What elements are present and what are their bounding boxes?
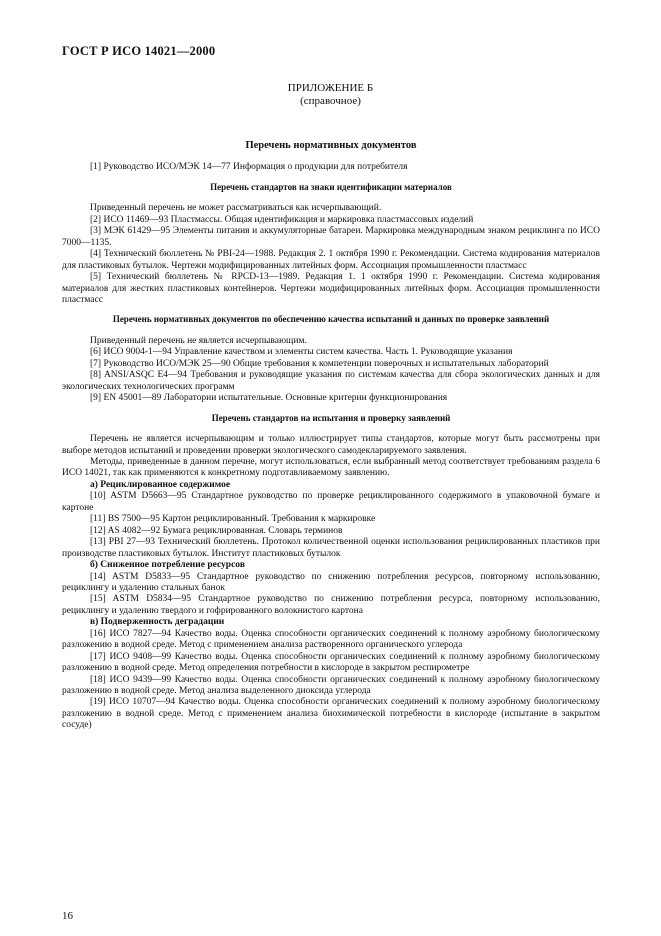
paragraph: Перечень не является исчерпывающим и только иллюстрирует типы стандартов, которые могут быть рассмотрены при выборе методов испытаний и проведении проверки экологического самодекларируемого заявления. bbox=[62, 434, 600, 456]
appendix-block bbox=[0, 82, 661, 108]
document-body bbox=[62, 140, 600, 732]
reference-item: [2] ИСО 11469—93 Пластмассы. Общая идентификация и маркировка пластмассовых изделий bbox=[90, 214, 474, 225]
subsection-heading-resources: б) Сниженное потребление ресурсов bbox=[90, 560, 245, 571]
reference-item: [18] ИСО 9439—99 Качество воды. Оценка способности органических соединений к полному аэробному биологическому разложению в водной среде. Метод анализа выделенного диоксида углерода bbox=[62, 674, 600, 697]
reference-item: [19] ИСО 10707—94 Качество воды. Оценка способности органических соединений к полному аэробному биологическому разложению в водной среде. Метод с применением анализа биохимической потребности в кислороде (испытание в закрытом сосуде) bbox=[62, 697, 600, 731]
reference-item: [6] ИСО 9004-1—94 Управление качеством и элементы систем качества. Часть 1. Руководящие указания bbox=[90, 347, 513, 358]
paragraph: Приведенный перечень не является исчерпывающим. bbox=[90, 335, 307, 346]
main-heading: Перечень нормативных документов bbox=[245, 140, 417, 151]
reference-item: [10] ASTM D5663—95 Стандартное руководство по проверке рециклированного содержимого в упаковочной бумаге и картоне bbox=[62, 491, 600, 513]
reference-item: [8] ANSI/ASQC E4—94 Требования и руководящие указания по системам качества для сбора экологических данных и для экологических технологических программ bbox=[62, 370, 600, 392]
paragraph: Приведенный перечень не может рассматриваться как исчерпывающий. bbox=[90, 203, 382, 214]
page-number: 16 bbox=[62, 910, 73, 922]
subsection-heading-recycled: а) Рециклированное содержимое bbox=[90, 479, 231, 490]
reference-item: [16] ИСО 7827—94 Качество воды. Оценка способности органических соединений к полному аэробному биологическому разложению в водной среде. Метод с применением анализа растворенного органического углерода bbox=[62, 628, 600, 651]
reference-item: [11] BS 7500—95 Картон рециклированный. Требования к маркировке bbox=[90, 514, 376, 525]
reference-item: [9] EN 45001—89 Лаборатории испытательные. Основные критерии функционирования bbox=[90, 393, 448, 404]
reference-1: [1] Руководство ИСО/МЭК 14—77 Информация о продукции для потребителя bbox=[90, 162, 408, 173]
reference-item: [4] Технический бюллетень № PBI-24—1988. Редакция 2. 1 октября 1990 г. Рекомендации. Система кодирования материалов для пластиковых бутылок. Чертежи модифицированных литейных форм. Ассоциация промышленности пластмасс bbox=[62, 249, 600, 271]
appendix-title: ПРИЛОЖЕНИЕ Б bbox=[287, 82, 374, 94]
reference-item: [3] МЭК 61429—95 Элементы питания и аккумуляторные батареи. Маркировка международным знаком рециклинга по ИСО 7000—1135. bbox=[62, 226, 600, 248]
paragraph: Методы, приведенные в данном перечне, могут использоваться, если выбранный метод соответствует требованиям раздела 6 ИСО 14021, так как применяются к конкретному подготавливаемому заявлению. bbox=[62, 456, 600, 479]
reference-item: [13] PBI 27—93 Технический бюллетень. Протокол количественной оценки использования рециклированных пластиков при производстве пластиковых бутылок. Институт пластиковых бутылок bbox=[62, 537, 600, 559]
section-heading-quality: Перечень нормативных документов по обеспечению качества испытаний и данных по проверке заявлений bbox=[112, 314, 550, 325]
section-heading-testing: Перечень стандартов на испытания и проверку заявлений bbox=[211, 412, 451, 423]
reference-item: [17] ИСО 9408—99 Качество воды. Оценка способности органических соединений к полному аэробному биологическому разложению в водной среде. Метод определения потребности в кислороде в закрытом респирометре bbox=[62, 651, 600, 674]
appendix-subtitle: (справочное) bbox=[300, 95, 361, 107]
section-heading-materials: Перечень стандартов на знаки идентификации материалов bbox=[210, 181, 452, 192]
reference-item: [15] ASTM D5834—95 Стандартное руководство по снижению потребления ресурса, повторному использованию, рециклингу и удалению твердого и гофрированного волокнистого картона bbox=[62, 594, 600, 616]
reference-item: [5] Технический бюллетень № RPCD-13—1989. Редакция 1. 1 октября 1990 г. Рекомендации. Система кодирования материалов для жестких пластиковых контейнеров. Чертежи модифицированных литейных форм. Ассоциация промышленности пластмасс bbox=[62, 272, 600, 305]
reference-item: [12] AS 4082—92 Бумага рециклированная. Словарь терминов bbox=[90, 525, 343, 536]
document-header: ГОСТ Р ИСО 14021—2000 bbox=[62, 44, 216, 58]
subsection-heading-degradation: в) Подверженность деградации bbox=[90, 617, 225, 628]
reference-item: [7] Руководство ИСО/МЭК 25—90 Общие требования к компетенции поверочных и испытательных лабораторий bbox=[90, 358, 549, 369]
reference-item: [14] ASTM D5833—95 Стандартное руководство по снижению потребления ресурсов, повторному использованию, рециклингу и удалению стальных банок bbox=[62, 571, 600, 593]
